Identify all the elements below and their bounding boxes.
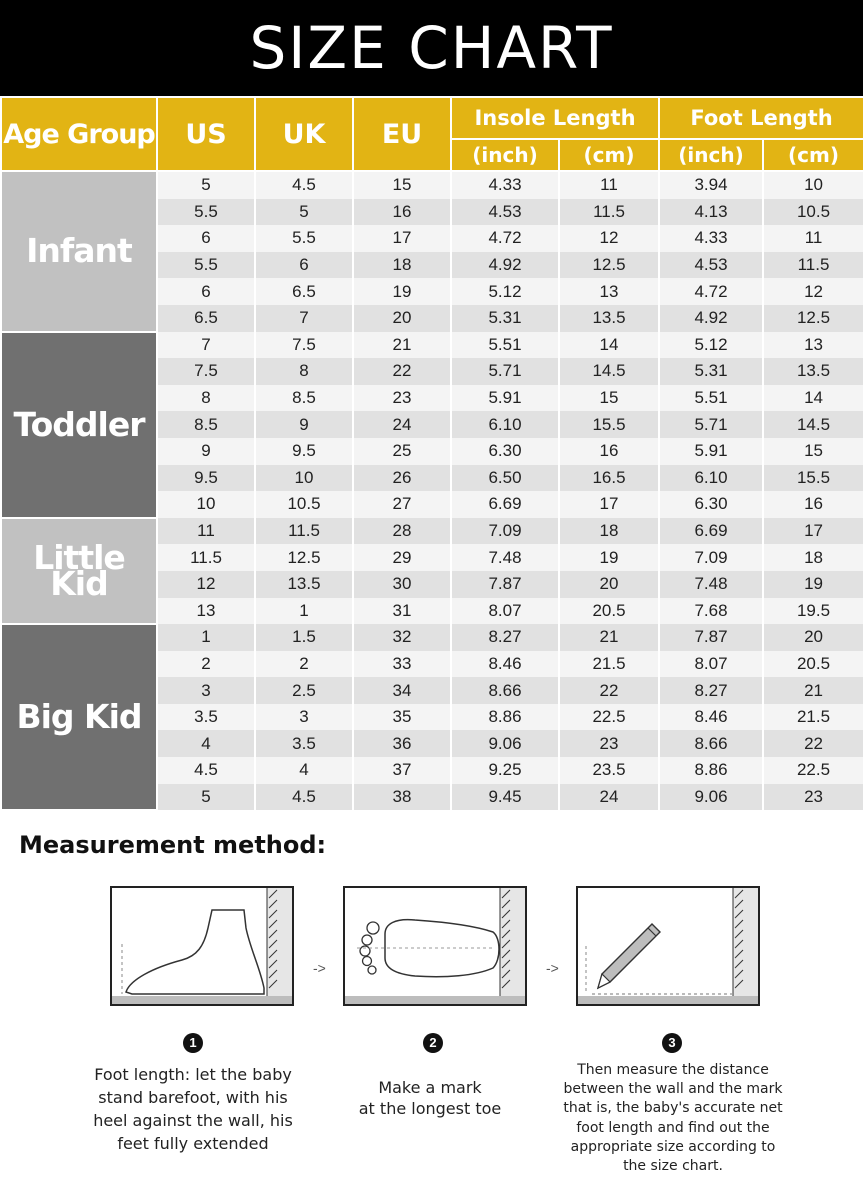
header-insole-inch: (inch): [451, 139, 559, 171]
table-cell: 6.5: [255, 278, 353, 305]
table-cell: 7.87: [659, 624, 763, 651]
table-cell: 11: [157, 518, 255, 545]
table-cell: 8.46: [451, 651, 559, 678]
step-3-number: 3: [662, 1033, 682, 1053]
table-cell: 7.5: [157, 358, 255, 385]
table-cell: 8.66: [451, 677, 559, 704]
table-cell: 4: [255, 757, 353, 784]
table-cell: 18: [559, 518, 659, 545]
table-cell: 8.5: [157, 411, 255, 438]
table-cell: 27: [353, 491, 451, 518]
table-cell: 10: [255, 465, 353, 492]
table-cell: 10.5: [255, 491, 353, 518]
title-bar: [0, 0, 863, 96]
table-cell: 23: [559, 730, 659, 757]
table-cell: 7.48: [659, 571, 763, 598]
table-cell: 24: [353, 411, 451, 438]
header-foot-length: Foot Length: [659, 97, 863, 139]
table-cell: 8.46: [659, 704, 763, 731]
table-cell: 16: [353, 199, 451, 226]
table-cell: 8.86: [451, 704, 559, 731]
table-cell: 13.5: [559, 305, 659, 332]
table-cell: 21: [353, 332, 451, 359]
header-foot-cm: (cm): [763, 139, 863, 171]
age-group-label: Infant: [1, 171, 157, 332]
table-cell: 5: [157, 171, 255, 199]
table-cell: 24: [559, 784, 659, 811]
age-group-label: Toddler: [1, 332, 157, 518]
table-cell: 11.5: [157, 544, 255, 571]
table-cell: 13: [157, 598, 255, 625]
page-title: SIZE CHART: [249, 14, 614, 82]
table-cell: 15: [353, 171, 451, 199]
table-cell: 4.53: [659, 252, 763, 279]
table-cell: 3: [157, 677, 255, 704]
step-2-illustration: [343, 886, 527, 1006]
table-cell: 3: [255, 704, 353, 731]
header-insole-length: Insole Length: [451, 97, 659, 139]
table-cell: 7.5: [255, 332, 353, 359]
table-cell: 17: [559, 491, 659, 518]
table-cell: 9.45: [451, 784, 559, 811]
table-cell: 8: [157, 385, 255, 412]
table-cell: 6.50: [451, 465, 559, 492]
table-cell: 6.30: [659, 491, 763, 518]
step-1-text: Foot length: let the baby stand barefoot, with his heel against the wall, his feet fully extended: [93, 1065, 293, 1153]
table-cell: 4.72: [659, 278, 763, 305]
table-cell: 29: [353, 544, 451, 571]
table-cell: 5: [255, 199, 353, 226]
table-cell: 4: [157, 730, 255, 757]
table-cell: 4.33: [451, 171, 559, 199]
table-cell: 11: [763, 225, 863, 252]
table-cell: 31: [353, 598, 451, 625]
table-cell: 20: [353, 305, 451, 332]
table-cell: 7: [255, 305, 353, 332]
table-cell: 5.51: [659, 385, 763, 412]
table-cell: 4.72: [451, 225, 559, 252]
table-cell: 5.91: [659, 438, 763, 465]
table-cell: 15: [763, 438, 863, 465]
table-row: [1, 518, 863, 545]
table-cell: 7.87: [451, 571, 559, 598]
table-cell: 4.92: [451, 252, 559, 279]
table-cell: 38: [353, 784, 451, 811]
foot-top-icon: [345, 888, 525, 1004]
table-cell: 8.66: [659, 730, 763, 757]
table-cell: 12.5: [255, 544, 353, 571]
table-row: [1, 332, 863, 359]
table-cell: 7.48: [451, 544, 559, 571]
table-cell: 33: [353, 651, 451, 678]
table-cell: 8.5: [255, 385, 353, 412]
table-cell: 6.30: [451, 438, 559, 465]
table-cell: 9: [157, 438, 255, 465]
header-age-group: Age Group: [1, 97, 157, 171]
table-cell: 7.68: [659, 598, 763, 625]
table-cell: 6: [255, 252, 353, 279]
table-cell: 15.5: [559, 411, 659, 438]
table-cell: 20: [763, 624, 863, 651]
header-row-top: [1, 97, 863, 139]
table-cell: 22: [559, 677, 659, 704]
table-cell: 12: [157, 571, 255, 598]
table-cell: 4.33: [659, 225, 763, 252]
table-cell: 6: [157, 225, 255, 252]
table-cell: 4.5: [157, 757, 255, 784]
step-3-text: Then measure the distance between the wall and the mark that is, the baby's accurate net foot length and find out the appropriate size according to the size chart.: [563, 1062, 783, 1175]
table-cell: 7: [157, 332, 255, 359]
table-cell: 10.5: [763, 199, 863, 226]
table-cell: 6.69: [451, 491, 559, 518]
table-cell: 6: [157, 278, 255, 305]
table-cell: 5.5: [157, 252, 255, 279]
table-cell: 5: [157, 784, 255, 811]
table-cell: 7.09: [451, 518, 559, 545]
table-cell: 4.13: [659, 199, 763, 226]
table-cell: 8.86: [659, 757, 763, 784]
table-cell: 28: [353, 518, 451, 545]
table-cell: 8.27: [659, 677, 763, 704]
table-cell: 35: [353, 704, 451, 731]
table-cell: 8.07: [451, 598, 559, 625]
table-cell: 16: [763, 491, 863, 518]
table-cell: 21: [559, 624, 659, 651]
table-cell: 5.5: [157, 199, 255, 226]
table-cell: 30: [353, 571, 451, 598]
step-3-illustration: [576, 886, 760, 1006]
table-cell: 15: [559, 385, 659, 412]
arrow-icon: ->: [313, 960, 326, 976]
table-cell: 9.06: [451, 730, 559, 757]
table-cell: 4.92: [659, 305, 763, 332]
measurement-title: Measurement method:: [19, 831, 327, 859]
table-cell: 4.5: [255, 171, 353, 199]
table-cell: 1.5: [255, 624, 353, 651]
table-cell: 21.5: [763, 704, 863, 731]
table-cell: 20: [559, 571, 659, 598]
table-cell: 9.5: [255, 438, 353, 465]
table-cell: 19: [353, 278, 451, 305]
table-cell: 3.5: [157, 704, 255, 731]
table-cell: 5.31: [451, 305, 559, 332]
table-cell: 5.71: [659, 411, 763, 438]
table-cell: 12.5: [763, 305, 863, 332]
table-cell: 19: [559, 544, 659, 571]
table-cell: 20.5: [763, 651, 863, 678]
table-cell: 26: [353, 465, 451, 492]
header-us: US: [157, 97, 255, 171]
table-cell: 14.5: [763, 411, 863, 438]
table-cell: 34: [353, 677, 451, 704]
table-cell: 2: [255, 651, 353, 678]
table-cell: 9.25: [451, 757, 559, 784]
table-cell: 5.5: [255, 225, 353, 252]
table-cell: 13: [763, 332, 863, 359]
table-cell: 23.5: [559, 757, 659, 784]
table-cell: 20.5: [559, 598, 659, 625]
table-cell: 10: [763, 171, 863, 199]
size-table: [0, 96, 863, 811]
table-cell: 23: [353, 385, 451, 412]
table-cell: 6.10: [659, 465, 763, 492]
table-cell: 8.27: [451, 624, 559, 651]
table-cell: 17: [353, 225, 451, 252]
table-cell: 10: [157, 491, 255, 518]
table-cell: 23: [763, 784, 863, 811]
table-cell: 2: [157, 651, 255, 678]
table-cell: 13.5: [763, 358, 863, 385]
table-cell: 12: [763, 278, 863, 305]
table-cell: 18: [763, 544, 863, 571]
table-cell: 32: [353, 624, 451, 651]
table-cell: 5.12: [451, 278, 559, 305]
table-cell: 8.07: [659, 651, 763, 678]
table-cell: 12.5: [559, 252, 659, 279]
table-cell: 16.5: [559, 465, 659, 492]
table-cell: 3.94: [659, 171, 763, 199]
table-cell: 6.10: [451, 411, 559, 438]
table-cell: 9.06: [659, 784, 763, 811]
table-cell: 12: [559, 225, 659, 252]
table-cell: 11: [559, 171, 659, 199]
table-cell: 2.5: [255, 677, 353, 704]
table-cell: 22: [763, 730, 863, 757]
table-cell: 16: [559, 438, 659, 465]
table-cell: 9.5: [157, 465, 255, 492]
table-cell: 3.5: [255, 730, 353, 757]
table-cell: 14.5: [559, 358, 659, 385]
table-cell: 1: [157, 624, 255, 651]
table-row: [1, 624, 863, 651]
table-cell: 7.09: [659, 544, 763, 571]
table-cell: 21: [763, 677, 863, 704]
table-cell: 1: [255, 598, 353, 625]
foot-side-icon: [112, 888, 292, 1004]
table-cell: 6.69: [659, 518, 763, 545]
table-cell: 19.5: [763, 598, 863, 625]
table-cell: 11.5: [763, 252, 863, 279]
table-cell: 19: [763, 571, 863, 598]
table-cell: 14: [559, 332, 659, 359]
table-cell: 17: [763, 518, 863, 545]
header-insole-cm: (cm): [559, 139, 659, 171]
table-cell: 5.71: [451, 358, 559, 385]
table-cell: 37: [353, 757, 451, 784]
table-row: [1, 171, 863, 199]
table-cell: 6.5: [157, 305, 255, 332]
table-cell: 22: [353, 358, 451, 385]
table-cell: 15.5: [763, 465, 863, 492]
age-group-label: Little Kid: [1, 518, 157, 624]
table-cell: 11.5: [255, 518, 353, 545]
step-1-number: 1: [183, 1033, 203, 1053]
table-cell: 9: [255, 411, 353, 438]
table-cell: 25: [353, 438, 451, 465]
header-foot-inch: (inch): [659, 139, 763, 171]
step-1-illustration: [110, 886, 294, 1006]
table-cell: 14: [763, 385, 863, 412]
size-table-body: [1, 171, 863, 810]
table-cell: 13.5: [255, 571, 353, 598]
header-uk: UK: [255, 97, 353, 171]
table-cell: 36: [353, 730, 451, 757]
header-eu: EU: [353, 97, 451, 171]
table-cell: 5.51: [451, 332, 559, 359]
table-cell: 4.5: [255, 784, 353, 811]
age-group-label: Big Kid: [1, 624, 157, 810]
table-cell: 11.5: [559, 199, 659, 226]
table-cell: 5.91: [451, 385, 559, 412]
table-cell: 21.5: [559, 651, 659, 678]
table-cell: 22.5: [559, 704, 659, 731]
table-cell: 8: [255, 358, 353, 385]
table-cell: 5.12: [659, 332, 763, 359]
step-2-number: 2: [423, 1033, 443, 1053]
arrow-icon: ->: [546, 960, 559, 976]
table-cell: 4.53: [451, 199, 559, 226]
table-cell: 13: [559, 278, 659, 305]
table-cell: 22.5: [763, 757, 863, 784]
table-cell: 18: [353, 252, 451, 279]
table-cell: 5.31: [659, 358, 763, 385]
pencil-measure-icon: [578, 888, 758, 1004]
step-2-text: Make a mark at the longest toe: [358, 1078, 502, 1118]
